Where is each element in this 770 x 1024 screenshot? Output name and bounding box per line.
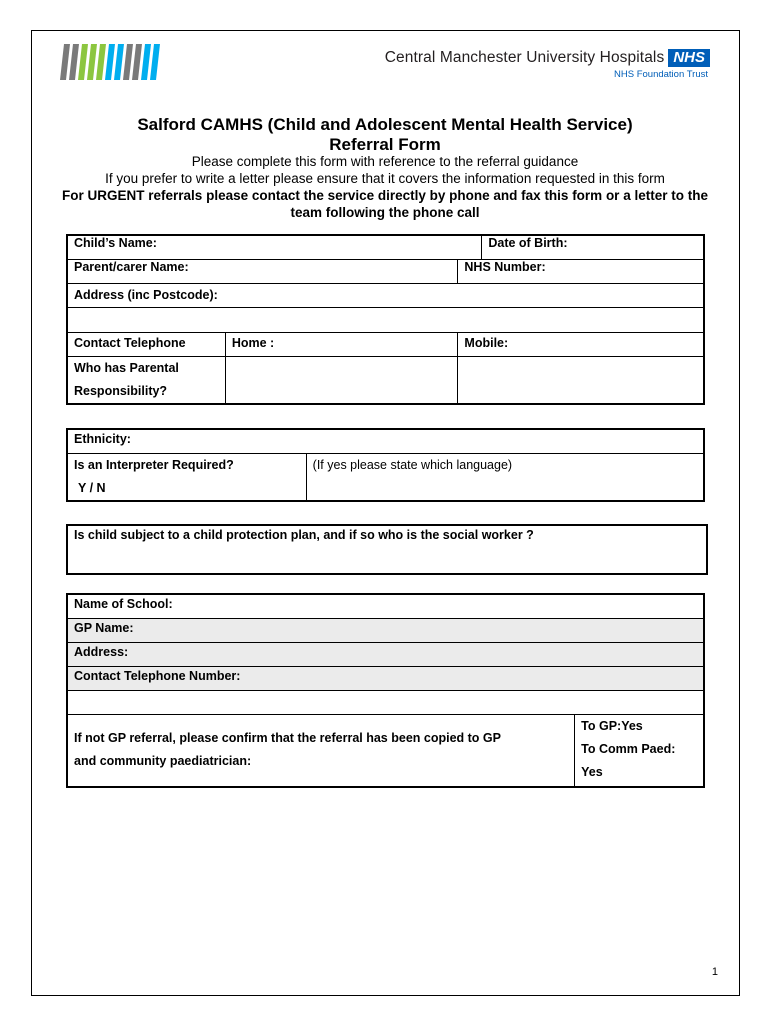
logo-stripe — [123, 44, 133, 80]
childs-name-label: Child’s Name: — [74, 236, 157, 250]
org-name: Central Manchester University Hospitals — [384, 49, 665, 66]
parent-name-label: Parent/carer Name: — [74, 260, 189, 274]
gp-copy-line2: and community paediatrician: — [74, 754, 252, 768]
to-gp-label: To GP:Yes — [581, 719, 643, 733]
gp-copy-line1: If not GP referral, please confirm that the referral has been copied to GP — [74, 731, 501, 745]
language-field[interactable] — [306, 454, 703, 501]
ethnicity-label: Ethnicity: — [74, 432, 131, 446]
gp-name-label: GP Name: — [74, 621, 134, 635]
school-label: Name of School: — [74, 597, 173, 611]
logo-stripe — [69, 44, 79, 80]
dob-field[interactable] — [482, 236, 704, 260]
interpreter-yn[interactable]: Y / N — [78, 481, 106, 495]
contact-telephone-label: Contact Telephone — [68, 333, 226, 357]
parental-responsibility-label — [68, 357, 226, 404]
school-gp-table — [67, 594, 704, 787]
gp-telephone-field-continued[interactable] — [68, 691, 704, 715]
logo-stripe — [96, 44, 106, 80]
urgent-notice: For URGENT referrals please contact the service directly by phone and fax this form or a letter to the team following the phone call — [62, 188, 708, 220]
form-title: Salford CAMHS (Child and Adolescent Mental Health Service) — [137, 115, 633, 134]
address-field-continued[interactable] — [68, 308, 704, 333]
interpreter-label: Is an Interpreter Required? — [74, 458, 234, 472]
logo-stripe — [60, 44, 70, 80]
parent-name-field[interactable] — [68, 260, 458, 284]
school-field[interactable] — [68, 595, 704, 619]
gp-telephone-label: Contact Telephone Number: — [74, 669, 241, 683]
instruction-letter: If you prefer to write a letter please ensure that it covers the information requested in this form — [105, 171, 665, 186]
dob-label: Date of Birth: — [488, 236, 568, 250]
parental-resp-field-b[interactable] — [458, 357, 704, 404]
organisation-header — [385, 49, 710, 80]
child-protection-table — [67, 525, 707, 574]
parental-resp-field-a[interactable] — [225, 357, 458, 404]
logo-stripe — [105, 44, 115, 80]
home-label: Home : — [231, 336, 275, 350]
interpreter-field[interactable] — [68, 454, 307, 501]
copy-confirmation-field[interactable] — [575, 715, 704, 787]
language-hint: (If yes please state which language) — [312, 458, 513, 472]
gp-address-field[interactable] — [68, 643, 704, 667]
form-subtitle: Referral Form — [329, 135, 441, 154]
ethnicity-field[interactable] — [68, 430, 704, 454]
logo-stripe — [150, 44, 160, 80]
gp-copy-confirmation — [68, 715, 575, 787]
nhs-number-field[interactable] — [458, 260, 704, 284]
logo-stripe — [78, 44, 88, 80]
logo-stripe — [132, 44, 142, 80]
trust-logo-stripes — [56, 44, 160, 80]
gp-name-field[interactable] — [68, 619, 704, 643]
logo-stripe — [141, 44, 151, 80]
ethnicity-table — [67, 429, 704, 501]
address-field[interactable] — [68, 284, 704, 308]
to-comm-paed-label: To Comm Paed: — [581, 742, 676, 756]
address-label: Address (inc Postcode): — [74, 288, 218, 302]
logo-stripe — [87, 44, 97, 80]
parental-resp-line1: Who has Parental — [74, 361, 179, 375]
gp-address-label: Address: — [74, 645, 129, 659]
home-phone-field[interactable] — [225, 333, 458, 357]
page-number: 1 — [711, 966, 718, 978]
child-protection-field[interactable] — [68, 526, 707, 574]
logo-stripe — [114, 44, 124, 80]
instruction-guidance: Please complete this form with reference to the referral guidance — [191, 154, 579, 169]
nhs-logo: NHS — [668, 49, 710, 67]
gp-telephone-field[interactable] — [68, 667, 704, 691]
nhs-number-label: NHS Number: — [464, 260, 546, 274]
mobile-label: Mobile: — [464, 336, 509, 350]
childs-name-field[interactable] — [68, 236, 482, 260]
parental-resp-line2: Responsibility? — [74, 384, 168, 398]
trust-name: NHS Foundation Trust — [614, 69, 708, 81]
comm-paed-yes: Yes — [581, 765, 603, 779]
child-protection-label: Is child subject to a child protection plan, and if so who is the social worker ? — [74, 528, 534, 542]
mobile-field[interactable] — [458, 333, 704, 357]
child-details-table — [67, 235, 704, 404]
